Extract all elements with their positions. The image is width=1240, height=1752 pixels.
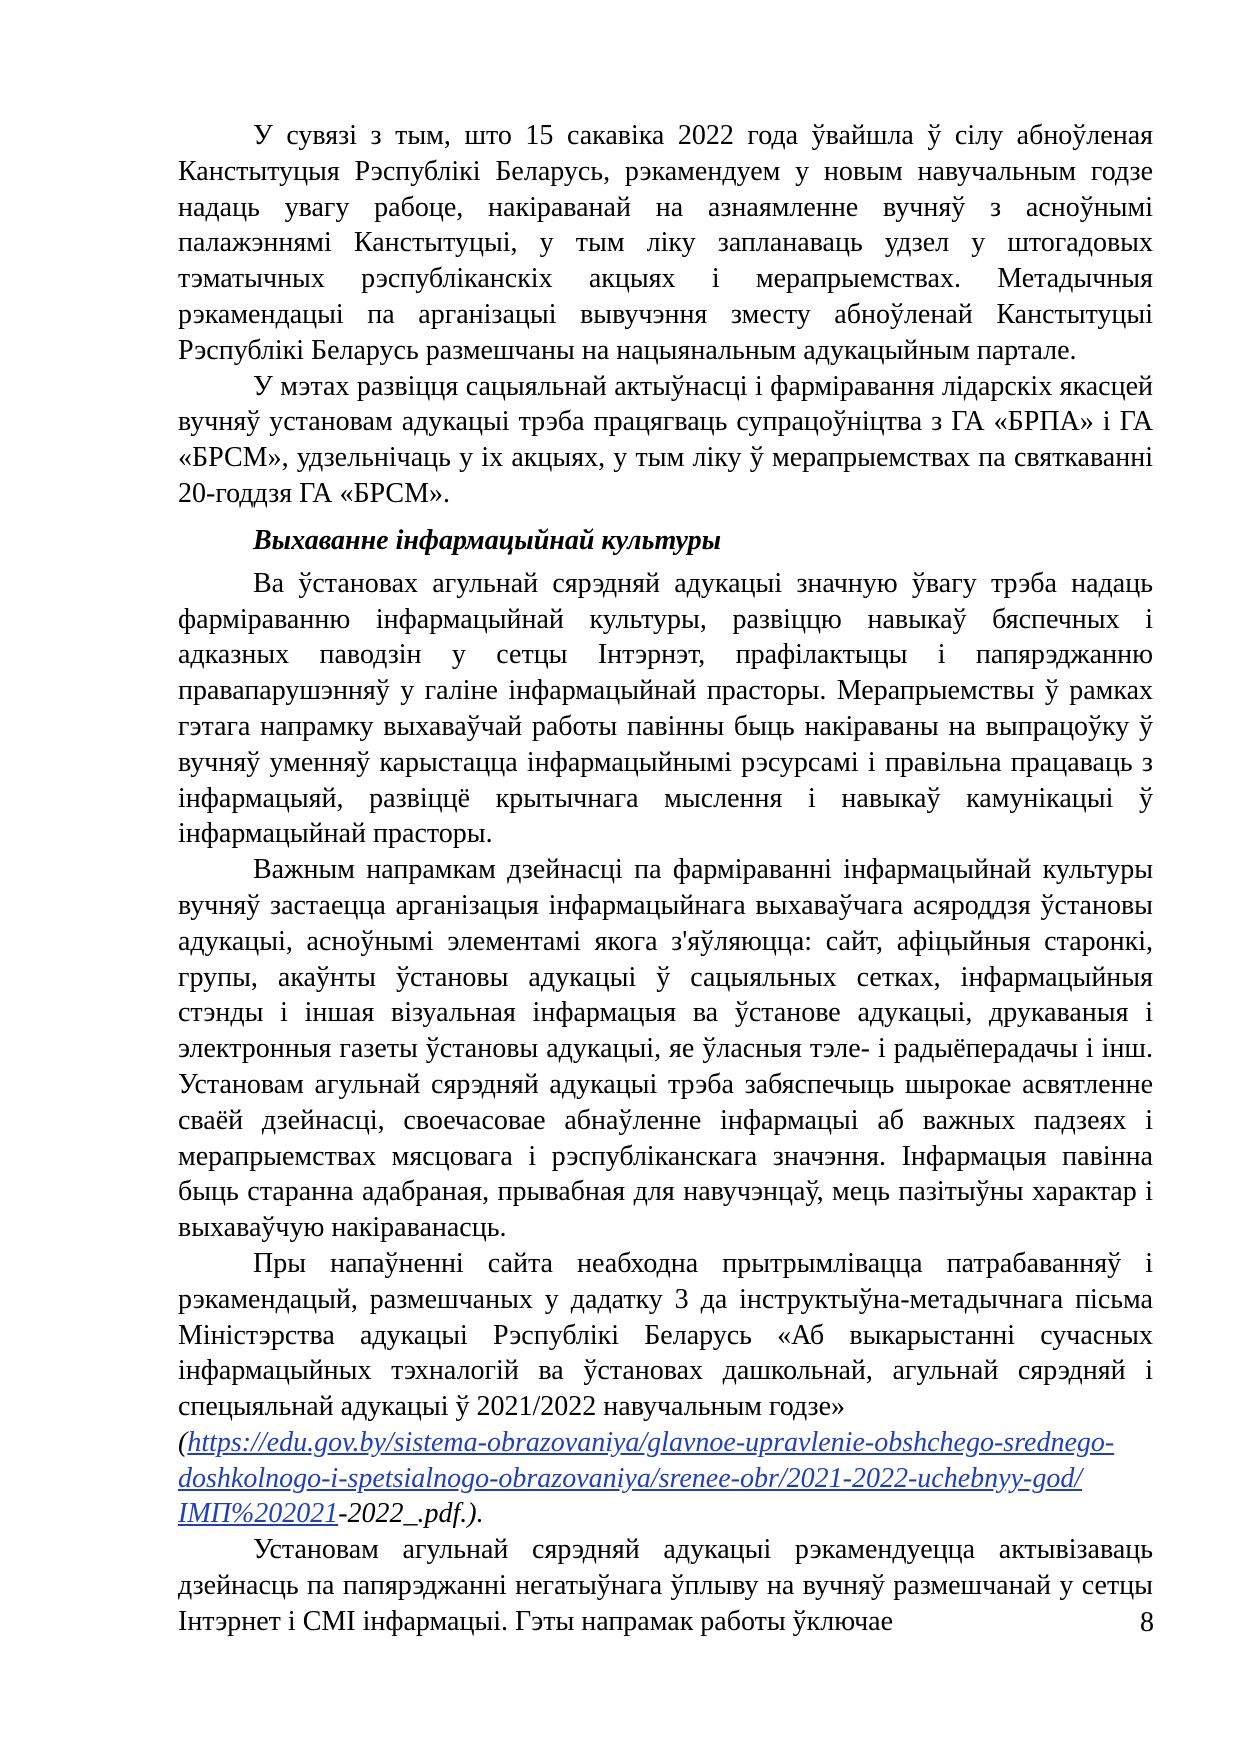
paragraph-negative-influence: Установам агульнай сярэдняй адукацыі рэкамендуецца актывізаваць дзейнасць па папярэджанні негатыўнага ўплыву на вучняў размешчанай у сетцы Інтэрнет і СМІ інфармацыі. Гэты напрамак работы ўключае (178, 1534, 1153, 1637)
paragraph-information-environment: Важным напрамкам дзейнасці па фарміраванні інфармацыйнай культуры вучняў застаецца арганізацыя інфармацыйнага выхаваўчага асяроддзя ўстановы адукацыі, асноўнымі элементамі якога з'яўляюцца: сайт, афіцыйныя старонкі, групы, акаўнты ўстановы адукацыі ў сацыяльных сетках, інфармацыйныя стэнды і іншая візуальная інфармацыя ва ўстанове адукацыі, друкаваныя і электронныя газеты ўстановы адукацыі, яе ўласныя тэле- і радыёперадачы і інш. Установам агульнай сярэдняй адукацыі трэба забяспечыць шырокае асвятленне сваёй дзейнасці, своечасовае абнаўленне інфармацыі аб важных падзеях і мерапрыемствах мясцовага і рэспубліканскага значэння. Інфармацыя павінна быць старанна адабраная, прывабная для навучэнцаў, мець пазітыўны характар і выхаваўчую накіраванасць. (178, 854, 1153, 1244)
link-open-paren: ( (178, 1426, 188, 1458)
link-tail: -2022_.pdf.). (338, 1498, 484, 1530)
document-page (178, 118, 1153, 1640)
reference-link[interactable]: https://edu.gov.by/sistema-obrazovaniya/glavnoe-upravlenie-obshchego-srednego-doshkolnogo-i-spetsialnogo-obrazovaniya/srenee-obr/2021-2022-uchebnyy-god/ІМП%202021 (178, 1426, 1115, 1530)
paragraph-information-culture: Ва ўстановах агульнай сярэдняй адукацыі значную ўвагу трэба надаць фарміраванню інфармацыйнай культуры, развіццю навыкаў бяспечных і адказных паводзін у сетцы Інтэрнэт, прафілактыцы і папярэджанню правапарушэнняў у галіне інфармацыйнай прасторы. Мерапрыемствы ў рамках гэтага напрамку выхаваўчай работы павінны быць накіраваны на выпрацоўку ў вучняў уменняў карыстацца інфармацыйнымі рэсурсамі і правільна працаваць з інфармацыяй, развіццё крытычнага мыслення і навыкаў камунікацыі ў інфармацыйнай прасторы. (178, 567, 1153, 850)
reference-link-line (178, 1425, 1153, 1532)
paragraph-social-activity: У мэтах развіцця сацыяльнай актыўнасці і фарміравання лідарскіх якасцей вучняў установам адукацыі трэба працягваць супрацоўніцтва з ГА «БРПА» і ГА «БРСМ», удзельнічаць у іх акцыях, у тым ліку ў мерапрыемствах па святкаванні 20-годдзя ГА «БРСМ». (178, 370, 1153, 509)
paragraph-website-requirements: Пры напаўненні сайта неабходна прытрымлівацца патрабаванняў і рэкамендацый, размешчаных у дадатку 3 да інструктыўна-метадычнага пісьма Міністэрства адукацыі Рэспублікі Беларусь «Аб выкарыстанні сучасных інфармацыйных тэхналогій ва ўстановах дашкольнай, агульнай сярэдняй і спецыяльнай адукацыі ў 2021/2022 навучальным годзе» (178, 1247, 1153, 1423)
paragraph-constitution: У сувязі з тым, што 15 сакавіка 2022 года ўвайшла ў сілу абноўленая Канстытуцыя Рэспублікі Беларусь, рэкамендуем у новым навучальным годзе надаць увагу рабоце, накіраванай на азнаямленне вучняў з асноўнымі палажэннямі Канстытуцыі, у тым ліку запланаваць удзел у штогадовых тэматычных рэспубліканскіх акцыях і мерапрыемствах. Метадычныя рэкамендацыі па арганізацыі вывучэння зместу абноўленай Канстытуцыі Рэспублікі Беларусь размешчаны на нацыянальным адукацыйным партале. (178, 120, 1153, 366)
page-number: 8 (1140, 1607, 1154, 1638)
section-heading: Выхаванне інфармацыйнай культуры (253, 524, 722, 556)
